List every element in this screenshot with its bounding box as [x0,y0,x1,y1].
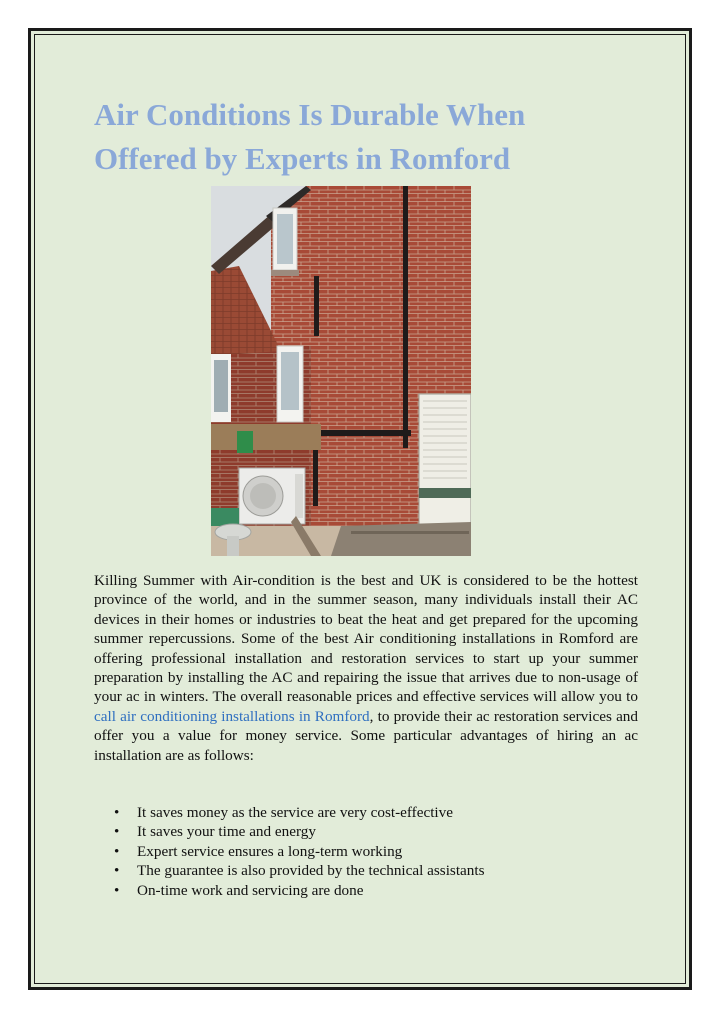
house-ac-unit-photo [211,186,471,556]
body-outro-text: , to provide their ac restoration services and offer you a value for money service. Some particular advantages of hiring an ac installation are as follows: [94,707,638,764]
list-item: • Expert service ensures a long-term working [94,842,638,861]
list-item: • On-time work and servicing are done [94,881,638,900]
page-frame [28,28,692,990]
page-title: Air Conditions Is Durable When Offered by Experts in Romford [94,97,526,176]
list-item: • It saves your time and energy [94,822,638,841]
advantages-list [94,803,638,900]
list-item: • It saves money as the service are very cost-effective [94,803,638,822]
body-paragraph [94,571,638,765]
body-intro-text: Killing Summer with Air-condition is the best and UK is considered to be the hottest province of the world, and in the summer season, many individuals install their AC devices in their homes or industries to beat the heat and get prepared for the upcoming summer repercussions. Some of the best Air conditioning installations in Romford are offering professional installation and restoration services to start up your summer preparation by installing the AC and repairing the issue that arrives due to non-usage of your ac in winters. The overall reasonable prices and effective services will allow you to [94,572,638,706]
romford-ac-installation-link[interactable]: call air conditioning installations in Romford [94,707,370,725]
list-item: • The guarantee is also provided by the technical assistants [94,861,638,880]
page-frame-inner-border [34,34,686,984]
